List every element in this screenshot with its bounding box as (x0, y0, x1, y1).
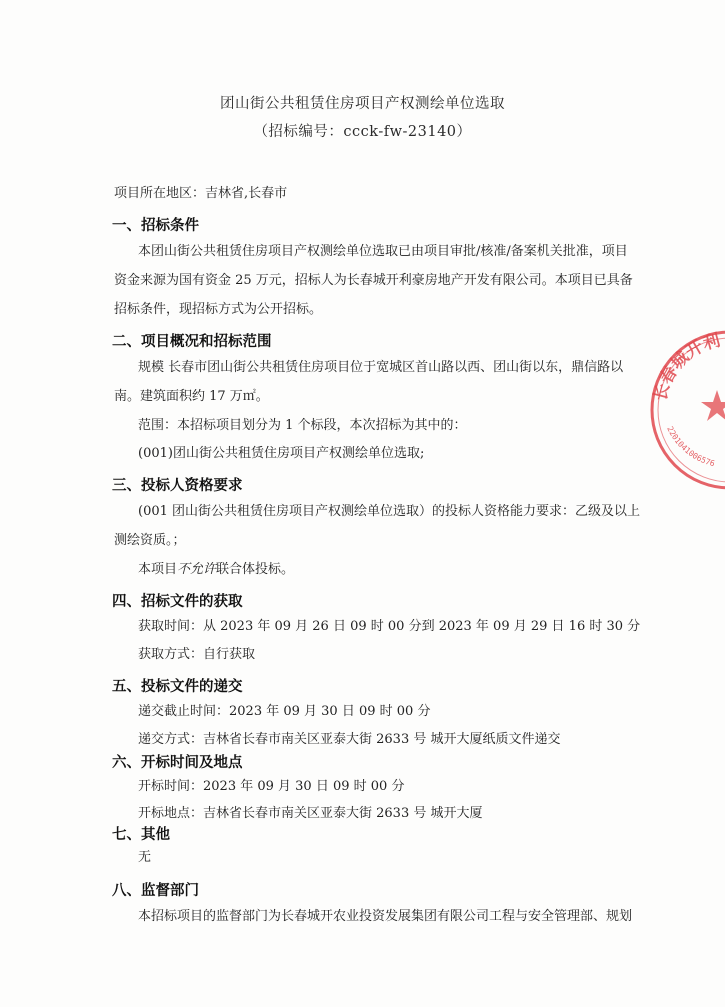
section-heading-other: 七、其他 (112, 827, 170, 843)
text-run: 联合体投标。 (216, 562, 295, 577)
paragraph-line: 递交截止时间：2023 年 09 月 30 日 09 时 00 分 (138, 704, 431, 719)
section-heading-bid-opening: 六、开标时间及地点 (112, 755, 243, 771)
paragraph-line: (001)团山街公共租赁住房项目产权测绘单位选取; (138, 446, 425, 461)
paragraph-line: 招标条件，现招标方式为公开招标。 (114, 302, 323, 317)
paragraph-line: 获取时间：从 2023 年 09 月 26 日 09 时 00 分到 2023 年 09 月 29 日 16 时 30 分 (138, 619, 641, 634)
section-heading-bid-submission: 五、投标文件的递交 (112, 679, 243, 695)
text-run: 本项目 (138, 562, 178, 577)
paragraph-line: 递交方式：吉林省长春市南关区亚泰大街 2633 号 城开大厦纸质文件递交 (138, 732, 561, 747)
company-seal (645, 318, 725, 488)
emphasis-text: 不允许 (177, 562, 217, 577)
paragraph-line: 规模 长春市团山街公共租赁住房项目位于宽城区首山路以西、团山街以东，鼎信路以 (138, 360, 624, 375)
seal-star-icon (701, 390, 725, 421)
paragraph-line: 资金来源为国有资金 25 万元，招标人为长春城开利豪房地产开发有限公司。本项目已具备 (114, 273, 633, 288)
paragraph-line: 无 (138, 850, 152, 865)
document-title: 团山街公共租赁住房项目产权测绘单位选取 (220, 96, 505, 112)
paragraph-line: 范围：本招标项目划分为 1 个标段，本次招标为其中的： (138, 418, 467, 433)
section-heading-project-overview: 二、项目概况和招标范围 (112, 334, 272, 350)
section-heading-tender-conditions: 一、招标条件 (112, 218, 199, 234)
paragraph-line: (001 团山街公共租赁住房项目产权测绘单位选取）的投标人资格能力要求：乙级及以上 (138, 504, 641, 519)
paragraph-line (138, 562, 294, 578)
paragraph-line: 测绘资质。； (114, 533, 186, 548)
paragraph-line: 获取方式：自行获取 (138, 647, 256, 662)
seal-code-text: 2201041006576 (665, 424, 716, 469)
paragraph-line: 开标地点：吉林省长春市南关区亚泰大街 2633 号 城开大厦 (138, 806, 483, 821)
paragraph-line: 本团山街公共租赁住房项目产权测绘单位选取已由项目审批/核准/备案机关批准，项目 (138, 244, 628, 259)
seal-graphic (645, 318, 725, 488)
paragraph-line: 南。建筑面积约 17 万㎡。 (114, 389, 269, 404)
section-heading-qualification: 三、投标人资格要求 (112, 478, 243, 494)
section-heading-doc-acquisition: 四、招标文件的获取 (112, 594, 243, 610)
project-region: 项目所在地区：吉林省,长春市 (114, 186, 288, 201)
section-heading-supervision: 八、监督部门 (112, 883, 199, 899)
seal-name-text: 长春城开利 (650, 330, 723, 404)
paragraph-line: 开标时间：2023 年 09 月 30 日 09 时 00 分 (138, 779, 405, 794)
paragraph-line: 本招标项目的监督部门为长春城开农业投资发展集团有限公司工程与安全管理部、规划 (138, 909, 633, 924)
tender-number: （招标编号：ccck-fw-23140） (253, 124, 472, 140)
